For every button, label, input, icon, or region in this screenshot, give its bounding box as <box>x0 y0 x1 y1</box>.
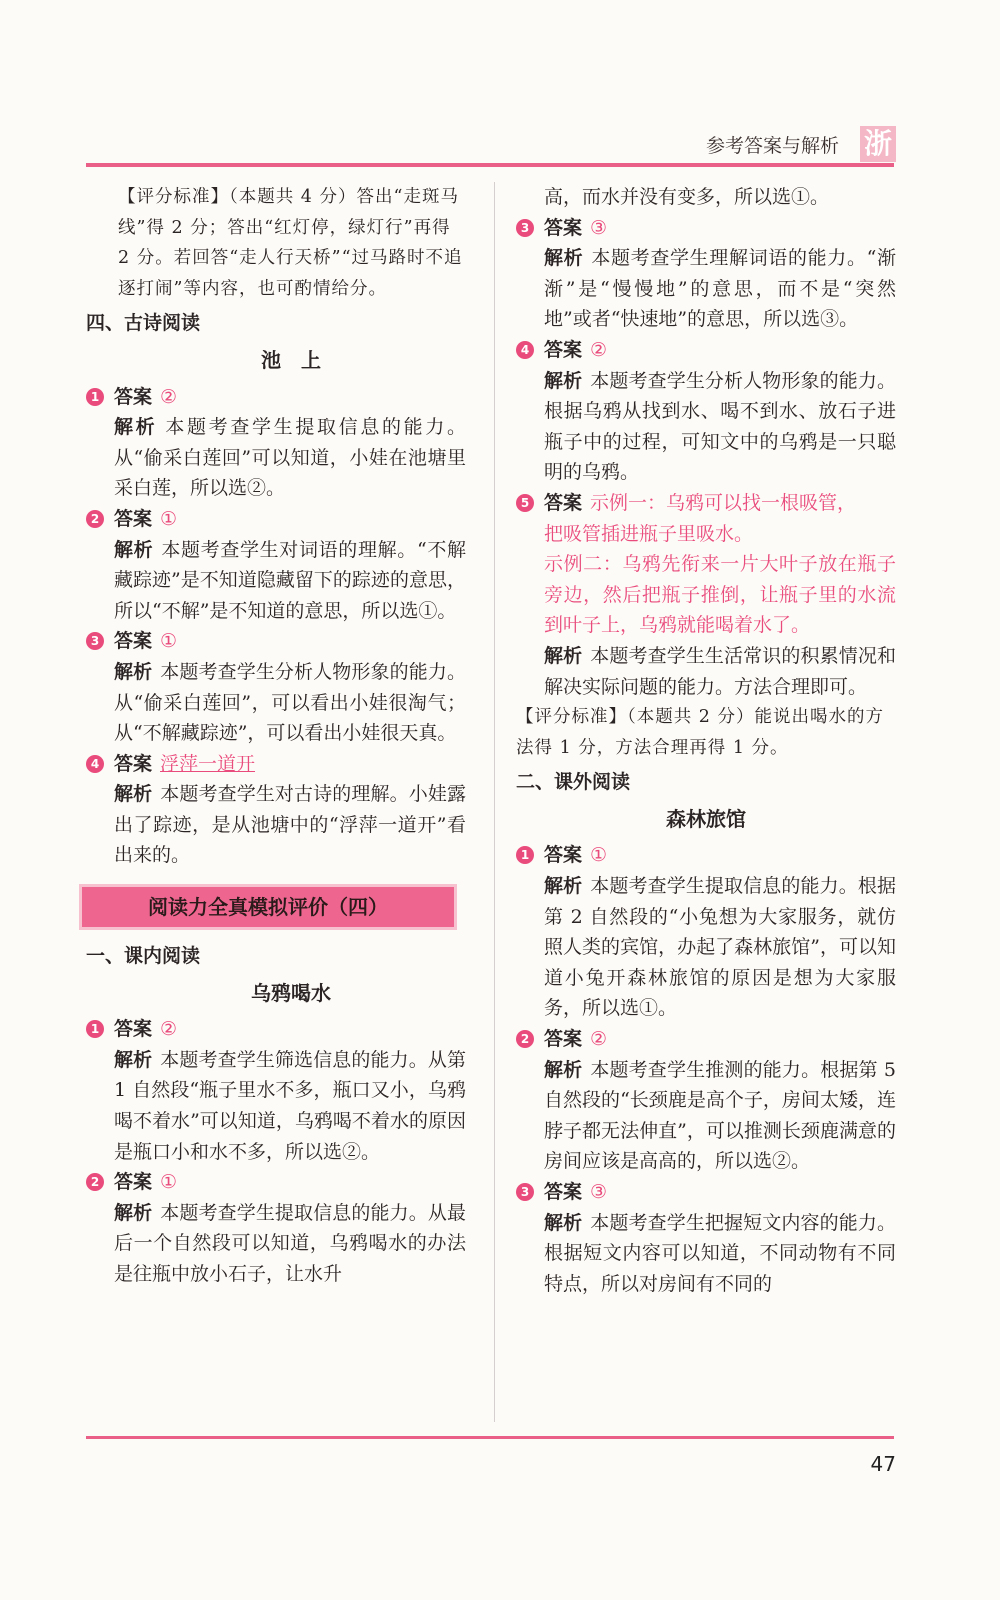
page-number: 47 <box>870 1452 896 1476</box>
column-divider <box>494 182 495 1422</box>
explanation-text: 本题考查学生分析人物形象的能力。根据乌鸦从找到水、喝不到水、放石子进瓶子中的过程，可知文中的乌鸦是一只聪明的乌鸦。 <box>544 369 896 484</box>
question-block <box>516 1024 896 1177</box>
passage-title: 森林旅馆 <box>666 806 746 831</box>
explanation-label: 解析 <box>544 247 584 270</box>
question-number-badge: 3 <box>516 219 534 237</box>
explanation-continued: 高，而水并没有变多，所以选①。 <box>544 186 830 208</box>
answer-value: 浮萍一道开 <box>160 752 256 775</box>
explanation-text: 本题考查学生提取信息的能力。从“偷采白莲回”可以知道，小娃在池塘里采白莲，所以选②。 <box>114 416 466 500</box>
explanation-text: 本题考查学生把握短文内容的能力。根据短文内容可以知道，不同动物有不同特点，所以对房间有不同的 <box>544 1211 896 1295</box>
question-number-badge: 4 <box>86 755 104 773</box>
explanation-label: 解析 <box>114 660 153 683</box>
question-number-badge: 2 <box>516 1030 534 1048</box>
passage-title: 乌鸦喝水 <box>251 980 331 1005</box>
answer-value: ③ <box>590 216 608 239</box>
explanation-label: 解析 <box>114 416 158 439</box>
answer-label: 答案 <box>114 752 153 775</box>
explanation-text: 本题考查学生生活常识的积累情况和解决实际问题的能力。方法合理即可。 <box>544 644 896 698</box>
question-block <box>516 840 896 1024</box>
answer-label: 答案 <box>544 491 583 514</box>
question-number-badge: 1 <box>86 1020 104 1038</box>
answer-value: ① <box>590 844 608 867</box>
answer-value: ② <box>590 1028 608 1051</box>
explanation-text: 本题考查学生推测的能力。根据第 5 自然段的“长颈鹿是高个子，房间太矮，连脖子都无法伸直”，可以推测长颈鹿满意的房间应该是高高的，所以选②。 <box>544 1058 896 1173</box>
answer-value: ③ <box>590 1181 608 1203</box>
answer-label: 答案 <box>544 1028 583 1051</box>
answer-label: 答案 <box>544 338 583 361</box>
explanation-text: 本题考查学生分析人物形象的能力。从“偷采白莲回”，可以看出小娃很淘气；从“不解藏踪迹”，可以看出小娃很天真。 <box>114 660 466 745</box>
explanation-label: 解析 <box>114 1048 153 1071</box>
question-number-badge: 3 <box>86 632 104 650</box>
question-block <box>86 1167 466 1289</box>
answer-label: 答案 <box>114 630 153 653</box>
question-block <box>86 504 466 626</box>
scoring-standard: 【评分标准】（本题共 2 分）能说出喝水的方法得 1 分，方法合理再得 1 分。 <box>516 707 885 758</box>
passage-title: 池 上 <box>261 347 321 372</box>
question-number-badge: 1 <box>86 388 104 406</box>
answer-value: ② <box>590 338 608 361</box>
question-number-badge: 3 <box>516 1183 534 1201</box>
explanation-text: 本题考查学生理解词语的能力。“渐渐”是“慢慢地”的意思，而不是“突然地”或者“快速地”的意思，所以选③。 <box>544 247 896 331</box>
answer-value: ① <box>160 630 178 653</box>
header-title: 参考答案与解析 <box>706 135 840 157</box>
explanation-text: 本题考查学生对词语的理解。“不解藏踪迹”是不知道隐藏留下的踪迹的意思，所以“不解”是不知道的意思，所以选①。 <box>114 538 466 622</box>
question-number-badge: 4 <box>516 341 534 359</box>
left-column <box>86 182 466 1290</box>
question-block <box>516 488 896 702</box>
answer-label: 答案 <box>544 216 583 239</box>
answer-label: 答案 <box>114 1018 153 1041</box>
section-heading: 四、古诗阅读 <box>86 312 201 335</box>
explanation-label: 解析 <box>544 644 583 667</box>
province-badge: 浙 <box>860 126 896 162</box>
explanation-text: 本题考查学生提取信息的能力。从最后一个自然段可以知道，乌鸦喝水的办法是往瓶中放小石子，让水升 <box>114 1201 466 1285</box>
answer-example-1: 示例一：乌鸦可以找一根吸管， <box>590 491 857 514</box>
explanation-label: 解析 <box>544 369 583 392</box>
answer-value: ② <box>160 385 178 408</box>
answer-label: 答案 <box>544 1181 583 1203</box>
explanation-label: 解析 <box>544 1058 583 1081</box>
explanation-label: 解析 <box>544 1211 583 1234</box>
question-block <box>516 1177 896 1299</box>
section-heading: 一、课内阅读 <box>86 945 201 968</box>
answer-label: 答案 <box>114 385 153 408</box>
question-block <box>516 335 896 488</box>
answer-label: 答案 <box>544 844 583 867</box>
explanation-text: 本题考查学生筛选信息的能力。从第 1 自然段“瓶子里水不多，瓶口又小，乌鸦喝不着水”可以知道，乌鸦喝不着水的原因是瓶口小和水不多，所以选②。 <box>114 1048 466 1163</box>
question-number-badge: 5 <box>516 494 534 512</box>
question-number-badge: 1 <box>516 846 534 864</box>
explanation-text: 本题考查学生对古诗的理解。小娃露出了踪迹，是从池塘中的“浮萍一道开”看出来的。 <box>114 783 466 867</box>
answer-label: 答案 <box>114 1171 153 1194</box>
section-banner: 阅读力全真模拟评价（四） <box>82 887 454 927</box>
answer-value: ① <box>160 1171 178 1194</box>
answer-value: ① <box>160 507 178 530</box>
question-block <box>86 626 466 748</box>
explanation-label: 解析 <box>114 538 154 561</box>
explanation-label: 解析 <box>114 783 153 806</box>
explanation-label: 解析 <box>114 1201 153 1224</box>
question-block <box>86 749 466 871</box>
header-rule <box>86 163 894 167</box>
explanation-text: 本题考查学生提取信息的能力。根据第 2 自然段的“小兔想为大家服务，就仿照人类的宾馆，办起了森林旅馆”，可以知道小兔开森林旅馆的原因是想为大家服务，所以选①。 <box>544 875 896 1020</box>
question-number-badge: 2 <box>86 510 104 528</box>
answer-example-2: 示例二：乌鸦先衔来一片大叶子放在瓶子旁边，然后把瓶子推倒，让瓶子里的水流到叶子上，乌鸦就能喝着水了。 <box>544 553 896 637</box>
scoring-standard: 【评分标准】（本题共 4 分）答出“走斑马线”得 2 分；答出“红灯停，绿灯行”再得 2 分。若回答“走人行天桥”“过马路时不追逐打闹”等内容，也可酌情给分。 <box>118 187 463 299</box>
answer-value: ② <box>160 1018 178 1041</box>
answer-example-1-cont: 把吸管插进瓶子里吸水。 <box>544 522 754 545</box>
question-block <box>86 382 466 504</box>
section-heading: 二、课外阅读 <box>516 771 631 794</box>
answer-label: 答案 <box>114 507 153 530</box>
footer-rule <box>86 1436 894 1439</box>
explanation-label: 解析 <box>544 875 583 898</box>
right-column <box>516 182 896 1299</box>
question-block <box>516 213 896 335</box>
question-number-badge: 2 <box>86 1173 104 1191</box>
question-block <box>86 1014 466 1167</box>
